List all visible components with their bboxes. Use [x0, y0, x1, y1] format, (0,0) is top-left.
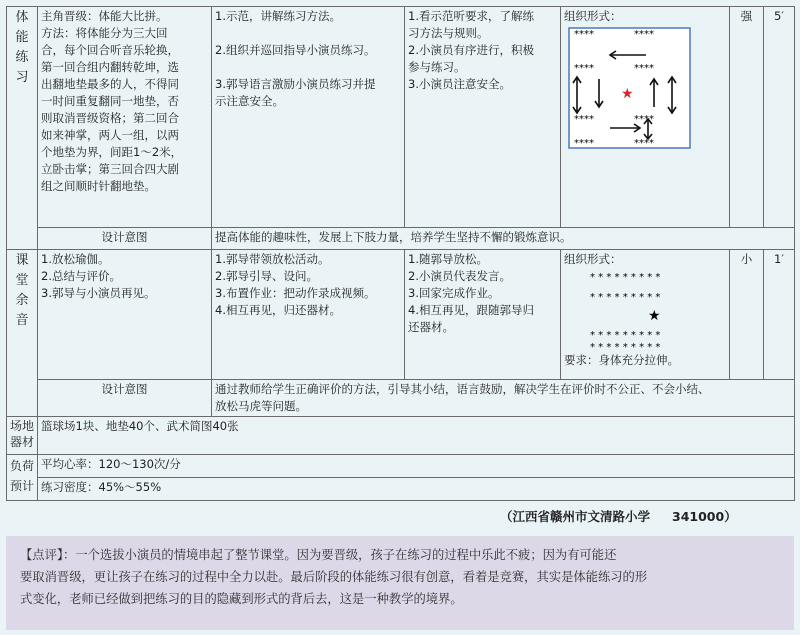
- physical-teacher-line-1: 1.示范，讲解练习方法。: [215, 9, 341, 23]
- physical-time: 5′: [764, 7, 795, 228]
- physical-content-line-5: 出翻地垫最多的人，不得同: [41, 77, 179, 91]
- review-box: [6, 536, 794, 630]
- closing-teacher-line-4: 4.相互再见，归还器材。: [215, 303, 341, 317]
- closing-student-line-4: 4.相互再见，跟随郭导归: [408, 303, 534, 317]
- physical-student-line-5: 3.小演员注意安全。: [408, 77, 511, 91]
- closing-student-activity: [405, 250, 561, 380]
- physical-student-line-3: 2.小演员有序进行，积极: [408, 43, 534, 57]
- closing-star-icon: ★: [648, 308, 661, 324]
- physical-content-line-6: 一时间重复翻同一地垫，否: [41, 94, 179, 108]
- teacher-star-icon: ★: [621, 86, 634, 102]
- formation-diagram-physical: [568, 27, 692, 153]
- closing-student-line-2: 2.小演员代表发言。: [408, 269, 511, 283]
- mark-row-5: ****: [574, 114, 594, 125]
- closing-student-line-3: 3.回家完成作业。: [408, 286, 500, 300]
- physical-content-line-2: 方法：将体能分为三大回: [41, 26, 168, 40]
- formation-diagram-closing: [584, 268, 734, 348]
- zip-code: 341000）: [672, 509, 737, 524]
- mark-row-3: ****: [574, 63, 594, 74]
- closing-content-line-2: 2.总结与评价。: [41, 269, 121, 283]
- closing-content-line-3: 3.郭导与小演员再见。: [41, 286, 156, 300]
- review-line-1: 【点评】：一个选拔小演员的情境串起了整节课堂。因为要晋级，孩子在练习的过程中乐此不疲；因为有可能还: [20, 548, 617, 562]
- closing-teacher-line-2: 2.郭导引导、设问。: [215, 269, 318, 283]
- physical-intensity: 强: [730, 7, 764, 228]
- closing-mark-row-2: * * * * * * * * *: [590, 292, 661, 303]
- physical-student-line-4: 参与练习。: [408, 60, 466, 74]
- mark-row-7: ****: [574, 138, 594, 149]
- physical-teacher-activity: [212, 7, 405, 228]
- heart-rate: 平均心率：120～130次/分: [38, 455, 795, 478]
- closing-student-line-5: 还器材。: [408, 320, 454, 334]
- closing-student-line-1: 1.随郭导放松。: [408, 252, 488, 266]
- org-title-closing: 组织形式：: [564, 252, 622, 266]
- physical-content: [38, 7, 212, 228]
- physical-teacher-line-5: 3.郭导语言激励小演员练习并提: [215, 77, 376, 91]
- closing-time: 1′: [764, 250, 795, 380]
- physical-content-line-4: 第一回合组内翻转乾坤，选: [41, 60, 179, 74]
- load-label: 负荷 预计: [7, 455, 38, 501]
- closing-design-text: [212, 380, 795, 417]
- physical-teacher-line-2: [215, 25, 401, 42]
- mark-row-6: ****: [634, 114, 654, 125]
- closing-design-line-1: 通过教师给学生正确评价的方法，引导其小结，语言鼓励，解决学生在评价时不公正、不会小结、: [215, 382, 710, 396]
- closing-teacher-line-3: 3.布置作业：把动作录成视频。: [215, 286, 376, 300]
- physical-content-line-7: 则取消晋级资格；第二回合: [41, 111, 179, 125]
- venue-label: 场地 器材: [7, 417, 38, 455]
- physical-student-line-1: 1.看示范听要求，了解练: [408, 9, 534, 23]
- mark-row-4: ****: [634, 63, 654, 74]
- physical-teacher-line-6: 示注意安全。: [215, 94, 284, 108]
- closing-design-line-2: 放松马虎等问题。: [215, 399, 307, 413]
- closing-content: [38, 250, 212, 380]
- physical-content-line-3: 合，每个回合听音乐轮换，: [41, 43, 179, 57]
- lesson-plan-table: [6, 6, 795, 501]
- mark-row-1: ****: [574, 29, 594, 40]
- school-signature: [500, 507, 737, 525]
- closing-mark-row-4: * * * * * * * * *: [590, 342, 661, 348]
- physical-content-line-10: 立卧击掌；第三回合四大剧: [41, 162, 179, 176]
- closing-mark-row-3: * * * * * * * * *: [590, 330, 661, 341]
- org-requirement: 要求：身体充分拉伸。: [564, 353, 679, 367]
- review-line-2: 要取消晋级，更让孩子在练习的过程中全力以赴。最后阶段的体能练习很有创意，看着是竞赛，其实是体能练习的形: [20, 570, 648, 584]
- section-title-physical: 体能练习: [7, 7, 38, 250]
- physical-design-label: 设计意图: [38, 228, 212, 250]
- physical-student-line-2: 习方法与规则。: [408, 26, 489, 40]
- section-title-closing: 课堂余音: [7, 250, 38, 417]
- review-line-3: 式变化，老师已经做到把练习的目的隐藏到形式的背后去，这是一种教学的境界。: [20, 592, 463, 606]
- physical-content-line-1: 主角晋级：体能大比拼。: [41, 9, 168, 23]
- physical-design-text: 提高体能的趣味性，发展上下肢力量，培养学生坚持不懈的锻炼意识。: [212, 228, 795, 250]
- org-title: 组织形式：: [564, 9, 622, 23]
- closing-organization: [561, 250, 730, 380]
- exercise-density: 练习密度：45%～55%: [38, 478, 795, 501]
- physical-content-line-9: 个地垫为界，间距1～2米，: [41, 145, 183, 159]
- closing-teacher-line-1: 1.郭导带领放松活动。: [215, 252, 330, 266]
- closing-intensity: 小: [730, 250, 764, 380]
- physical-teacher-line-4: [215, 59, 401, 76]
- closing-content-line-1: 1.放松瑜伽。: [41, 252, 110, 266]
- school-name: （江西省赣州市文清路小学: [500, 509, 651, 524]
- physical-organization: [561, 7, 730, 228]
- closing-design-label: 设计意图: [38, 380, 212, 417]
- closing-mark-row-1: * * * * * * * * *: [590, 272, 661, 283]
- closing-teacher-activity: [212, 250, 405, 380]
- venue-value: 篮球场1块、地垫40个、武术简图40张: [38, 417, 795, 455]
- physical-student-activity: [405, 7, 561, 228]
- physical-content-line-8: 如来神掌，两人一组，以两: [41, 128, 179, 142]
- physical-teacher-line-3: 2.组织并巡回指导小演员练习。: [215, 43, 376, 57]
- mark-row-8: ****: [634, 138, 654, 149]
- physical-content-line-11: 组之间顺时针翻地垫。: [41, 179, 156, 193]
- mark-row-2: ****: [634, 29, 654, 40]
